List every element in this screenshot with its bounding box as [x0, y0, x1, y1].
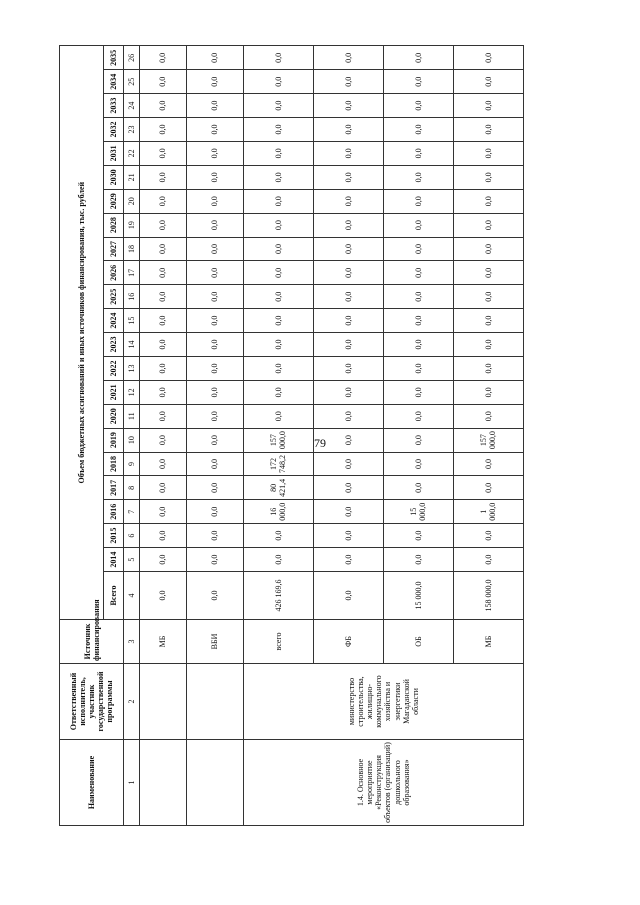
column-number: 23	[124, 118, 140, 142]
cell-value: 0,0	[383, 261, 453, 285]
cell-value: 0,0	[140, 94, 187, 118]
header-year: 2032	[104, 118, 124, 142]
header-year: 2020	[104, 404, 124, 428]
cell-executor: министерство строительства, жилищно-коммунального хозяйства и энергетики Магаданской области	[243, 664, 523, 740]
cell-value: 0,0	[313, 46, 383, 70]
cell-value: 0,0	[313, 213, 383, 237]
cell-value: 0,0	[383, 356, 453, 380]
column-number: 13	[124, 356, 140, 380]
cell-value: 0,0	[453, 476, 523, 500]
column-number: 3	[124, 620, 140, 664]
cell-value: 0,0	[383, 237, 453, 261]
cell-value: 0,0	[313, 141, 383, 165]
cell-value: 0,0	[453, 356, 523, 380]
header-year: 2019	[104, 428, 124, 452]
cell-value: 0,0	[140, 500, 187, 524]
cell-value: 80 421,4	[243, 476, 313, 500]
cell-value: 0,0	[453, 189, 523, 213]
cell-value: 0,0	[313, 261, 383, 285]
cell-value: 0,0	[453, 380, 523, 404]
table-row	[243, 46, 313, 826]
cell-value: 0,0	[140, 404, 187, 428]
header-year: 2017	[104, 476, 124, 500]
column-number: 2	[124, 664, 140, 740]
column-number: 10	[124, 428, 140, 452]
cell-value: 0,0	[243, 380, 313, 404]
column-number: 14	[124, 333, 140, 357]
column-number: 22	[124, 141, 140, 165]
cell-value: 157 000,0	[243, 428, 313, 452]
cell-value: 0,0	[186, 165, 243, 189]
cell-value: 0,0	[140, 213, 187, 237]
cell-value: 0,0	[313, 165, 383, 189]
cell-value: 0,0	[186, 404, 243, 428]
header-year: 2027	[104, 237, 124, 261]
cell-value: 0,0	[313, 452, 383, 476]
cell-value: 0,0	[313, 428, 383, 452]
cell-value: 0,0	[453, 261, 523, 285]
column-number: 18	[124, 237, 140, 261]
cell-value: 0,0	[186, 213, 243, 237]
cell-value: 0,0	[243, 309, 313, 333]
cell-source: ФБ	[313, 620, 383, 664]
financing-table	[59, 45, 524, 826]
cell-value: 0,0	[186, 428, 243, 452]
header-year: 2016	[104, 500, 124, 524]
header-year: 2029	[104, 189, 124, 213]
rotated-table-frame	[59, 49, 524, 826]
cell-executor	[186, 664, 243, 740]
table-row	[186, 46, 243, 826]
cell-value: 0,0	[186, 237, 243, 261]
column-number: 15	[124, 309, 140, 333]
cell-value: 0,0	[186, 548, 243, 572]
column-number: 25	[124, 70, 140, 94]
cell-source: ВБИ	[186, 620, 243, 664]
cell-value: 0,0	[383, 118, 453, 142]
cell-value: 0,0	[313, 189, 383, 213]
cell-total: 0,0	[186, 572, 243, 620]
cell-value: 0,0	[140, 70, 187, 94]
cell-value: 15 000,0	[383, 500, 453, 524]
cell-value: 16 000,0	[243, 500, 313, 524]
header-year: 2031	[104, 141, 124, 165]
cell-value: 0,0	[140, 118, 187, 142]
cell-value: 0,0	[186, 452, 243, 476]
cell-value: 0,0	[140, 380, 187, 404]
cell-name: 1.4. Основное мероприятие «Реконструкция объектов (организаций) дошкольного образования»	[243, 740, 523, 826]
header-year: 2014	[104, 548, 124, 572]
cell-value: 0,0	[186, 46, 243, 70]
cell-value: 0,0	[313, 94, 383, 118]
cell-value: 0,0	[383, 333, 453, 357]
header-year: 2030	[104, 165, 124, 189]
page-number: 79	[314, 436, 326, 450]
cell-value: 0,0	[383, 70, 453, 94]
cell-source: МБ	[140, 620, 187, 664]
cell-value: 0,0	[243, 261, 313, 285]
cell-value: 172 748,2	[243, 452, 313, 476]
cell-value: 0,0	[313, 333, 383, 357]
cell-value: 0,0	[186, 189, 243, 213]
column-number: 20	[124, 189, 140, 213]
cell-value: 0,0	[453, 70, 523, 94]
cell-value: 0,0	[383, 380, 453, 404]
cell-value: 0,0	[186, 70, 243, 94]
cell-value: 0,0	[186, 333, 243, 357]
cell-value: 0,0	[453, 548, 523, 572]
header-year: 2028	[104, 213, 124, 237]
cell-value: 0,0	[140, 165, 187, 189]
cell-value: 0,0	[453, 524, 523, 548]
cell-name	[186, 740, 243, 826]
column-number: 1	[124, 740, 140, 826]
cell-value: 1 000,0	[453, 500, 523, 524]
cell-value: 0,0	[383, 452, 453, 476]
cell-value: 0,0	[243, 285, 313, 309]
header-year: 2022	[104, 356, 124, 380]
cell-value: 0,0	[140, 333, 187, 357]
cell-total: 158 000,0	[453, 572, 523, 620]
cell-value: 0,0	[383, 548, 453, 572]
cell-value: 0,0	[383, 524, 453, 548]
cell-value: 0,0	[453, 404, 523, 428]
cell-total: 426 169,6	[243, 572, 313, 620]
cell-value: 0,0	[140, 524, 187, 548]
cell-name	[140, 740, 187, 826]
header-year: 2015	[104, 524, 124, 548]
cell-value: 0,0	[243, 548, 313, 572]
cell-value: 0,0	[186, 524, 243, 548]
header-year: 2033	[104, 94, 124, 118]
cell-value: 0,0	[313, 524, 383, 548]
cell-value: 0,0	[140, 548, 187, 572]
header-row-main	[60, 46, 104, 826]
column-number: 24	[124, 94, 140, 118]
cell-value: 0,0	[453, 285, 523, 309]
header-name: Наименование	[60, 740, 124, 826]
cell-value: 0,0	[313, 237, 383, 261]
column-number: 8	[124, 476, 140, 500]
column-number: 11	[124, 404, 140, 428]
column-number: 6	[124, 524, 140, 548]
cell-value: 0,0	[453, 141, 523, 165]
header-volume: Объем бюджетных ассигнований и иных источников финансирования, тыс. рублей	[60, 46, 104, 620]
cell-value: 157 000,0	[453, 428, 523, 452]
column-number: 21	[124, 165, 140, 189]
header-total: Всего	[104, 572, 124, 620]
cell-value: 0,0	[243, 213, 313, 237]
table-container	[59, 49, 524, 826]
cell-value: 0,0	[243, 165, 313, 189]
cell-total: 0,0	[140, 572, 187, 620]
cell-value: 0,0	[186, 500, 243, 524]
column-number: 19	[124, 213, 140, 237]
cell-value: 0,0	[243, 189, 313, 213]
cell-value: 0,0	[140, 476, 187, 500]
table-row	[140, 46, 187, 826]
cell-value: 0,0	[186, 118, 243, 142]
header-year: 2025	[104, 285, 124, 309]
cell-value: 0,0	[383, 476, 453, 500]
column-number: 7	[124, 500, 140, 524]
cell-value: 0,0	[313, 404, 383, 428]
cell-value: 0,0	[186, 261, 243, 285]
cell-value: 0,0	[313, 70, 383, 94]
cell-value: 0,0	[186, 356, 243, 380]
cell-value: 0,0	[453, 213, 523, 237]
cell-total: 0,0	[313, 572, 383, 620]
cell-value: 0,0	[313, 380, 383, 404]
cell-value: 0,0	[243, 46, 313, 70]
cell-value: 0,0	[453, 309, 523, 333]
column-number: 4	[124, 572, 140, 620]
cell-value: 0,0	[313, 500, 383, 524]
header-year: 2023	[104, 333, 124, 357]
cell-value: 0,0	[140, 452, 187, 476]
cell-value: 0,0	[243, 237, 313, 261]
cell-value: 0,0	[243, 118, 313, 142]
cell-value: 0,0	[186, 309, 243, 333]
cell-value: 0,0	[186, 141, 243, 165]
cell-value: 0,0	[243, 70, 313, 94]
cell-source: ОБ	[383, 620, 453, 664]
column-number: 5	[124, 548, 140, 572]
cell-total: 15 000,0	[383, 572, 453, 620]
cell-value: 0,0	[186, 285, 243, 309]
cell-source: всего	[243, 620, 313, 664]
cell-value: 0,0	[140, 46, 187, 70]
header-year: 2034	[104, 70, 124, 94]
cell-source: МБ	[453, 620, 523, 664]
cell-value: 0,0	[186, 94, 243, 118]
cell-value: 0,0	[383, 189, 453, 213]
cell-value: 0,0	[186, 380, 243, 404]
cell-value: 0,0	[383, 165, 453, 189]
cell-value: 0,0	[140, 428, 187, 452]
cell-value: 0,0	[243, 524, 313, 548]
cell-value: 0,0	[383, 285, 453, 309]
cell-value: 0,0	[313, 309, 383, 333]
cell-value: 0,0	[313, 356, 383, 380]
cell-value: 0,0	[140, 309, 187, 333]
cell-value: 0,0	[453, 237, 523, 261]
cell-value: 0,0	[383, 404, 453, 428]
cell-value: 0,0	[453, 165, 523, 189]
cell-value: 0,0	[383, 428, 453, 452]
cell-value: 0,0	[383, 309, 453, 333]
cell-value: 0,0	[453, 452, 523, 476]
cell-value: 0,0	[383, 46, 453, 70]
cell-value: 0,0	[453, 94, 523, 118]
header-year: 2035	[104, 46, 124, 70]
header-year: 2026	[104, 261, 124, 285]
cell-value: 0,0	[383, 94, 453, 118]
cell-value: 0,0	[383, 141, 453, 165]
header-source: Источник финансирования	[60, 620, 124, 664]
cell-value: 0,0	[140, 261, 187, 285]
column-number: 17	[124, 261, 140, 285]
cell-value: 0,0	[243, 356, 313, 380]
cell-value: 0,0	[313, 476, 383, 500]
cell-value: 0,0	[243, 404, 313, 428]
cell-value: 0,0	[243, 94, 313, 118]
cell-value: 0,0	[453, 118, 523, 142]
cell-value: 0,0	[140, 189, 187, 213]
header-executor: Ответственный исполнитель, участник государственной программы	[60, 664, 124, 740]
header-year: 2021	[104, 380, 124, 404]
cell-value: 0,0	[140, 356, 187, 380]
header-year: 2018	[104, 452, 124, 476]
header-year: 2024	[104, 309, 124, 333]
cell-value: 0,0	[140, 237, 187, 261]
cell-value: 0,0	[453, 46, 523, 70]
cell-value: 0,0	[243, 141, 313, 165]
cell-value: 0,0	[140, 141, 187, 165]
cell-value: 0,0	[383, 213, 453, 237]
cell-value: 0,0	[313, 285, 383, 309]
cell-value: 0,0	[140, 285, 187, 309]
column-number-row	[124, 46, 140, 826]
table-body	[140, 46, 524, 826]
cell-value: 0,0	[313, 548, 383, 572]
column-number: 9	[124, 452, 140, 476]
column-number: 16	[124, 285, 140, 309]
cell-executor	[140, 664, 187, 740]
cell-value: 0,0	[186, 476, 243, 500]
column-number: 12	[124, 380, 140, 404]
column-number: 26	[124, 46, 140, 70]
cell-value: 0,0	[243, 333, 313, 357]
cell-value: 0,0	[453, 333, 523, 357]
cell-value: 0,0	[313, 118, 383, 142]
